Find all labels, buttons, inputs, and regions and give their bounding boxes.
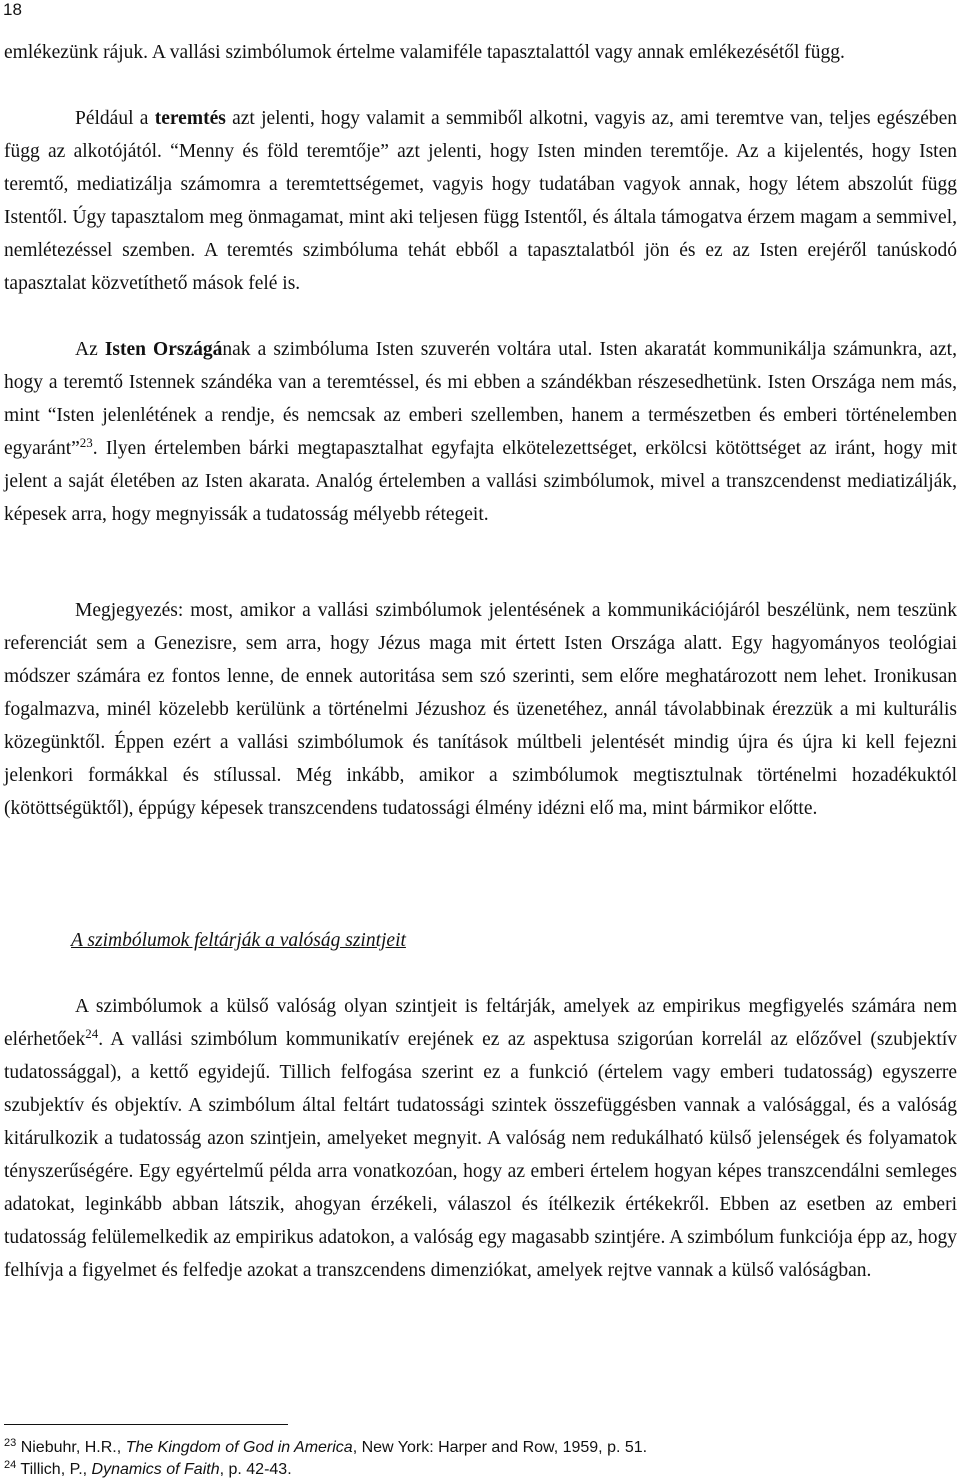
paragraph-text: Az (75, 339, 105, 360)
section-heading: A szimbólumok feltárják a valóság szintjeit (71, 930, 406, 951)
footnote-ref-23: 23 (79, 435, 93, 450)
paragraph-levels (4, 990, 957, 1287)
footnote-number: 24 (4, 1459, 17, 1471)
paragraph-note: Megjegyezés: most, amikor a vallási szimbólumok jelentésének a kommunikációjáról beszélünk, nem teszünk referenciát sem a Genezisre, sem arra, hogy Jézus maga mit értett Isten Országa alatt. Egy hagyományos teológiai módszer számára ez fontos lenne, de ennek autoritása sem szó szerinti, sem előre meghatározott nem lehet. Ironikusan fogalmazva, minél közelebb kerülünk a történelmi Jézushoz és üzenetéhez, annál távolabbinak érezzük a mi kulturális közegünktől. Éppen ezért a vallási szimbólumok és tanítások múltbeli jelentését mindig újra és újra ki kell fejezni jelenkori formákkal és stílussal. Még inkább, amikor a szimbólumok megtisztulnak történelmi hozadékuktól (kötöttségüktől), éppúgy képesek transzcendens tudatossági élmény idézni elő ma, mint bármikor előtte. (4, 600, 957, 819)
bold-term-creation: teremtés (154, 108, 226, 129)
paragraph-creation (4, 102, 957, 300)
footnote-title: Dynamics of Faith (91, 1461, 220, 1478)
footnote-text: , New York: Harper and Row, 1959, p. 51. (352, 1439, 648, 1456)
footnote-text: Niebuhr, H.R., (16, 1439, 126, 1456)
page-number: 18 (3, 0, 22, 19)
paragraph-kingdom (4, 333, 957, 531)
footnote-number: 23 (4, 1437, 17, 1449)
paragraph-text: Például a (75, 108, 155, 129)
footnote-title: The Kingdom of God in America (125, 1439, 353, 1456)
footnote-separator (4, 1424, 288, 1425)
paragraph-text: . A vallási szimbólum kommunikatív erejének ez az aspektusa szigorúan korrelál az előzővel (szubjektív tudatossággal), a kettő egyidejű. Tillich felfogása szerint ez a funkció (értelem vagy emberi tudatosság) egyszerre szubjektív és objektív. A szimbólum által feltárt tudatossági szintek összefüggésben vannak a valósággal, és a valóság kitárulkozik a tudatosság azon szintjein, amelyeket megnyit. A valóság nem redukálható külső jelenségek és folyamatok tényszerűségére. Egy egyértelmű példa arra vonatkozóan, hogy az emberi értelem hogyan képes transzcendálni semleges adatokat, leginkább abban látszik, ahogyan érzékeli, válaszol és ítélkezik értékekről. Ebben az esetben az emberi tudatosság felülemelkedik az empirikus adatokon, a valóság egy magasabb szintjére. A szimbólum funkciója épp az, hogy felhívja a figyelmet és felfedje azokat a transzcendens dimenziókat, amelyek rejtve vannak a külső valóságban. (4, 1029, 957, 1281)
footnote-text: , p. 42-43. (219, 1461, 292, 1478)
paragraph-text: A szimbólumok a külső valóság olyan szintjeit is feltárják, amelyek az empirikus megfigyelés számára nem elérhetőek (4, 996, 957, 1050)
paragraph-text: nak a szimbóluma Isten szuverén voltára utal. Isten akaratát kommunikálja számunkra, azt, hogy a teremtő Istennek szándéka van a teremtéssel, és mi ebben a szándékban részesedhetünk. Isten Országa nem más, mint “Isten jelenlétének a rendje, és nemcsak az emberi szellemben, hanem a természetben és emberi történelemben egyaránt” (4, 339, 957, 459)
bold-term-kingdom: Isten Országá (104, 339, 223, 360)
footnote-24 (4, 1460, 292, 1480)
paragraph-text: . Ilyen értelemben bárki megtapasztalhat egyfajta elkötelezettséget, erkölcsi kötöttséget az iránt, hogy mit jelent a saját életében az Isten akarata. Analóg értelemben a vallási szimbólumok, mivel a transzcendenst mediatizálják, képesek arra, hogy megnyissák a tudatosság mélyebb rétegeit. (4, 438, 957, 525)
paragraph-continued: emlékezünk rájuk. A vallási szimbólumok értelme valamiféle tapasztalattól vagy annak emlékezésétől függ. (4, 42, 845, 63)
footnote-23 (4, 1438, 647, 1458)
footnote-ref-24: 24 (85, 1026, 99, 1041)
footnote-text: Tillich, P., (16, 1461, 92, 1478)
paragraph-text: azt jelenti, hogy valamit a semmiből alkotni, vagyis az, ami teremtve van, teljes egészében függ az alkotójától. “Menny és föld teremtője” azt jelenti, hogy Isten minden teremtője. Az a kijelentés, hogy Isten teremtő, mediatizálja számomra a teremtettségemet, vagyis hogy tudatában vagyok annak, hogy létem abszolút függ Istentől. Úgy tapasztalom meg önmagamat, mint aki teljesen függ Istentől, és általa támogatva érzem magam a semmivel, nemlétezéssel szemben. A teremtés szimbóluma tehát ebből a tapasztalatból jön és ez az Isten erejéről tanúskodó tapasztalat közvetíthető mások felé is. (4, 108, 957, 294)
